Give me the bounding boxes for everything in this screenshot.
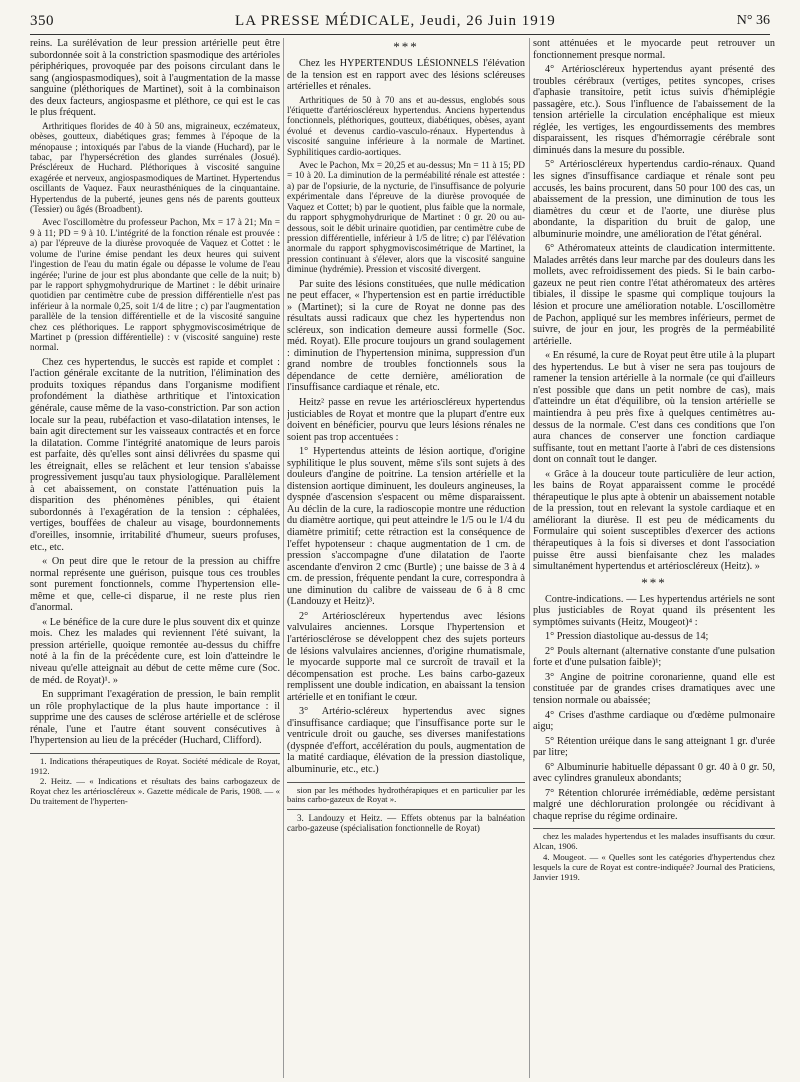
- footnotes: [533, 828, 775, 882]
- column-1: [30, 38, 280, 1082]
- paragraph: 6° Athéromateux atteints de claudication intermittente. Malades arrêtés dans leur marche par des douleurs dans les mollets, avec refroidissement des pieds. Si le bain carbo-gazeux ne peut rien contre l'état athéromateux des artères tibiales, il dissipe le spasme qui complique toujours la lésion et procure une amélioration notable. L'oscillomètre de Pachon, appliqué sur les membres inférieurs, permet de suivre, de jour en jour, les progrès de la perméabilité artérielle.: [533, 243, 775, 347]
- paragraph: 2° Artérioscléreux hypertendus avec lésions valvulaires anciennes. Lorsque l'hypertension et l'artériosclérose se développent chez des sujets porteurs de lésions valvulaires anciennes, d'origine rhumatismale, le myocarde supporte mal ce surcroît de travail et la décompensation est proche. Les bains carbo-gazeux remplissent une double indication, en abaissant la tension artérielle et en tonifiant le cœur.: [287, 610, 525, 703]
- paragraph: Chez ces hypertendus, le succès est rapide et complet : l'action générale excitante de la nutrition, l'élimination des produits toxiques répandus dans l'organisme modifient profondément la diathèse arthritique et l'intoxication générale, cause même de la vaso-constriction. Par son action locale sur la peau, rubéfaction et vaso-dilatation intenses, le bain agit directement sur les vaisseaux contractés et en force la dilatation. Comme l'intégrité anatomique de leurs parois est parfaite, dès qu'elles sont ainsi délivrées du spasme qui les étreignait, elles se relâchent et leur tension s'abaisse progressivement jusqu'au taux physiologique. Parallèlement à cet abaissement, on constate l'atténuation puis la disparition des phénomènes pénibles, qui étaient subordonnés à l'exagération de la tension : céphalées, vertiges, bouffées de chaleur au visage, bourdonnements d'oreilles, insomnie, irritabilité d'humeur, sueurs profuses, etc., etc.: [30, 356, 280, 553]
- paragraph: Avec l'oscillomètre du professeur Pachon, Mx = 17 à 21; Mn = 9 à 11; PD = 9 à 10. L'intégrité de la fonction rénale est prouvée : a) par l'épreuve de la diurèse provoquée de Vaquez et Cottet : le volume de l'urine émise pendant les deux heures qui suivent l'ingestion de l'eau du matin égale ou dépasse le volume de l'eau ingérée; l'urine de jour est plus abondante que celle de la nuit; b) par le rapport sphygmohydrurique de Martinet : le débit urinaire quotidien par centimètre cube de pression différentielle n'est pas inférieur à la normale 0,25, soit 1/4 de litre ; c) par l'augmentation parallèle de la tension différentielle et de la viscosité sanguine chez ces pléthoriques. Le rapport sphygmoviscosimétrique de Martinet p (pression différentielle) : v (viscosité sanguine) reste normal.: [30, 218, 280, 354]
- footnotes: [30, 753, 280, 807]
- list-item: 7° Rétention chlorurée irrémédiable, œdème persistant malgré une déchloruration prolongée ou récidivant à chaque reprise du régime ordinaire.: [533, 787, 775, 822]
- paragraph: 1° Hypertendus atteints de lésion aortique, d'origine syphilitique le plus souvent, même s'ils sont sujets à des douleurs d'angine de poitrine. La tension artérielle et la distension aortique diminuent, les douleurs angineuses, la dyspnée d'ascension s'espacent ou même disparaissent. Au déclin de la cure, la radioscopie montre une réduction du diamètre aortique, qui peut atteindre le 1/5 ou le 1/4 du diamètre primitif; cette rétraction est la conséquence de l'effet hypotenseur : chaque augmentation de 1 cm. de pression s'accompagne d'une dilatation de l'aorte ascendante d'environ 2 cmc (Burtle) ; une baisse de 3 à 4 cm. de pression, fréquente pendant la cure, correspondra à une diminution du calibre de vaisseau de 6 à 8 cmc (Landouzy et Heitz)³.: [287, 446, 525, 608]
- list-item: 5° Rétention uréique dans le sang atteignant 1 gr. d'urée par litre;: [533, 735, 775, 759]
- paragraph: Par suite des lésions constituées, que nulle médication ne peut effacer, « l'hypertension est en partie irréductible » (Martinet); si la cure de Royat ne donne pas des résultats aussi radicaux que chez les hypertendus non scléreux, son indication demeure aussi formelle (Soc. méd. Royat). Elle procure toujours un grand soulagement : diminution de l'hypertension minima, suppression d'un grand nombre de troubles fonctionnels sous la dépendance de cette dernière, amélioration de l'insuffisance cardiaque et rénale, etc.: [287, 278, 525, 394]
- paragraph: 3° Artério-scléreux hypertendus avec signes d'insuffisance cardiaque; que l'insuffisance porte sur le ventricule droit ou gauche, ses diverses manifestations (dyspnée d'effort, accélération du pouls, augmentation de la matité cardiaque, élévation de la pression diastolique, albuminurie, etc., etc.): [287, 706, 525, 775]
- list-item: 2° Pouls alternant (alternative constante d'une pulsation forte et d'une pulsation faible)¹;: [533, 645, 775, 669]
- paragraph: « En résumé, la cure de Royat peut être utile à la plupart des hypertendus. Le but à viser ne sera pas toujours de ramener la tension artérielle à la normale (ce qui d'ailleurs n'est possible que dans un petit nombre de cas), mais d'atteindre un état d'équilibre, où la tension artérielle se maintiendra à peu près fixe à quelques centimètres au-dessus de la normale. C'est dans ces conditions que l'on aura chances de conserver une fonction cardiaque suffisante, tout en mettant l'aorte à l'abri de ces distensions dont on connaît tout le danger.: [533, 350, 775, 466]
- section-separator: ***: [393, 39, 419, 54]
- footnote: 1. Indications thérapeutiques de Royat. Société médicale de Royat, 1912.: [30, 755, 280, 776]
- page-number: 350: [30, 12, 54, 29]
- footnote-continued: sion par les méthodes hydrothérapiques et en particulier par les bains carbo-gazeux de Royat ».: [287, 784, 525, 805]
- issue-number: N° 36: [736, 13, 770, 28]
- page-header: [30, 8, 770, 35]
- paragraph: Heitz² passe en revue les artérioscléreux hypertendus justiciables de Royat et montre que la plupart d'entre eux doivent en bénéficier, pourvu que leurs lésions rénales ne soient pas trop accentuées :: [287, 397, 525, 443]
- paragraph: Contre-indications. — Les hypertendus artériels ne sont plus justiciables de Royat quand ils présentent les symptômes suivants (Heitz, Mougeot)⁴ :: [533, 593, 775, 628]
- paragraph: Arthritiques florides de 40 à 50 ans, migraineux, eczémateux, obèses, goutteux, diabétiques gras; femmes à l'époque de la ménopause ; intoxiqués par l'abus de la viande (Huchard), par le tabac, par l'hypersécrétion des glandes surrénales (Josué). Préscléreux de Huchard. Pléthoriques à viscosité sanguine exagérée et nerveux, angiospasmodiques de Martinet. Hypertendus oscillants de Vaquez. Faux neurasthéniques de la cinquantaine. Hypertendus de la puberté, jeunes gens nés de parents goutteux (Tessier) ou âgés (Broadbent).: [30, 121, 280, 216]
- paragraph: En supprimant l'exagération de pression, le bain remplit un rôle prophylactique de la plus haute importance : il supprime une des causes de sclérose artérielle et de sclérose rénale, l'une et l'autre étant souvent consécutives à l'hypertension au lieu de la précéder (Huchard, Clifford).: [30, 689, 280, 747]
- footnote: 2. Heitz. — « Indications et résultats des bains carbogazeux de Royat chez les artérioscléreux ». Gazette médicale de Paris, 1908. — « Du traitement de l'hyperten-: [30, 776, 280, 806]
- paragraph: Arthritiques de 50 à 70 ans et au-dessus, englobés sous l'étiquette d'artérioscléreux hypertendus. Anciens hypertendus fonctionnels, pléthoriques, goutteux, diabétiques, obèses, ayant évolué et devenus cardio-vasculo-rénaux. Hypertendus à viscosité sanguine inférieure à la normale de Martinet. Syphilitiques cardio-aortiques.: [287, 95, 525, 158]
- paragraph: « Grâce à la douceur toute particulière de leur action, les bains de Royat apparaissent comme le procédé thérapeutique le plus apte à obtenir un abaissement notable de la pression, tout en relevant la systole cardiaque et en améliorant la diurèse. Il est peu de médicaments du Formulaire qui soient susceptibles d'exercer des actions thérapeutiques à la fois si diverses et dont l'association puisse être aussi bienfaisante chez les malades simultanément hypertendus et artérioscléreux (Heitz). »: [533, 468, 775, 573]
- list-item: 4° Crises d'asthme cardiaque ou d'œdème pulmonaire aigu;: [533, 709, 775, 733]
- footnote: 4. Mougeot. — « Quelles sont les catégories d'hypertendus chez lesquels la cure de Royat est contre-indiquée? Journal des Praticiens, Janvier 1919.: [533, 852, 775, 882]
- footnote-continued: chez les malades hypertendus et les malades insuffisants du cœur. Alcan, 1906.: [533, 831, 775, 852]
- paragraph: sont atténuées et le myocarde peut retrouver un fonctionnement presque normal.: [533, 38, 775, 61]
- footnote: 3. Landouzy et Heitz. — Effets obtenus par la balnéation carbo-gazeuse (spécialisation fonctionnelle de Royat): [287, 809, 525, 833]
- paragraph: Avec le Pachon, Mx = 20,25 et au-dessus; Mn = 11 à 15; PD = 10 à 20. La diminution de la perméabilité rénale est attestée : a) par de l'opsiurie, de la nycturie, de l'insuffisance de polyurie expérimentale dans l'épreuve de la diurèse provoquée de Vaquez et Cottet; b) par le quotient, plus faible que la normale, du rapport sphygmohydrurique de Martinet : 0 gr. 20 ou au-dessous, soit le débit urinaire quotidien, par centimètre cube de pression différentielle, inférieur à 1/5 de litre; c) par l'élévation anormale du rapport sphygmoviscosimétrique de Martinet, la pression continuant à s'élever, alors que la viscosité sanguine diminue (hydrémie). Pression et viscosité divergent.: [287, 161, 525, 276]
- column-2: [287, 38, 525, 1082]
- section-separator: ***: [641, 574, 667, 590]
- paragraph: « On peut dire que le retour de la pression au chiffre normal représente une guérison, puisque tous ces troubles sont purement fonctionnels, comme l'hypertension elle-même et que, celle-ci disparue, il ne reste plus rien d'anormal.: [30, 556, 280, 614]
- list-item: 1° Pression diastolique au-dessus de 14;: [545, 631, 709, 643]
- list-item: 6° Albuminurie habituelle dépassant 0 gr. 40 à 0 gr. 50, avec cylindres granuleux abondants;: [533, 761, 775, 785]
- paragraph: 5° Artérioscléreux hypertendus cardio-rénaux. Quand les signes d'insuffisance cardiaque et rénale sont peu accusés, les bains procurent, dans 50 pour 100 des cas, un abaissement de la pression, une diminution de tous les diamètres du cœur et de l'aorte, une diurèse plus abondante, la disparition du bruit de galop, une albuminurie moindre, une amélioration de l'état général.: [533, 159, 775, 240]
- paragraph: « Le bénéfice de la cure dure le plus souvent dix et quinze mois. Chez les malades qui reviennent l'été suivant, la pression artérielle, quoique remontée au-dessus du chiffre noté à la fin de la précédente cure, est loin d'atteindre le niveau qu'elle atteignait au début de cette même cure (Soc. de méd. de Royat)¹. »: [30, 616, 280, 686]
- column-rule-right: [529, 38, 530, 1078]
- journal-title: LA PRESSE MÉDICALE, Jeudi, 26 Juin 1919: [235, 12, 556, 29]
- column-3: [533, 38, 775, 1082]
- list-item: 3° Angine de poitrine coronarienne, quand elle est constituée par de grandes crises dramatiques avec une tension normale ou abaissée;: [533, 671, 775, 706]
- paragraph: reins. La surélévation de leur pression artérielle peut être subordonnée soit à la constriction spasmodique des artérioles périphériques, provoquée par des poisons circulant dans le sang (angiospasmodiques), soit à l'augmentation de la masse sanguine (pléthoriques de Martinet), soit à la combinaison des deux facteurs, angiospasme et pléthore, ce qui est le cas le plus fréquent.: [30, 38, 280, 119]
- paragraph: 4° Artérioscléreux hypertendus ayant présenté des troubles cérébraux (vertiges, petites syncopes, crises d'aphasie transitoire, petit ictus suivis d'hémiplégie passagère, etc.). Sous l'influence de l'abaissement de la tension artérielle la circulation encéphalique est mieux réglée, les vertiges, les engourdissements des membres disparaissent, les risques d'hémorragie cérébrale sont diminués dans la mesure du possible.: [533, 64, 775, 156]
- footnotes: [287, 782, 525, 806]
- paragraph: Chez les HYPERTENDUS LÉSIONNELS l'élévation de la tension est en rapport avec des lésions scléreuses artérielles et rénales.: [287, 58, 525, 93]
- column-rule-left: [283, 38, 284, 1078]
